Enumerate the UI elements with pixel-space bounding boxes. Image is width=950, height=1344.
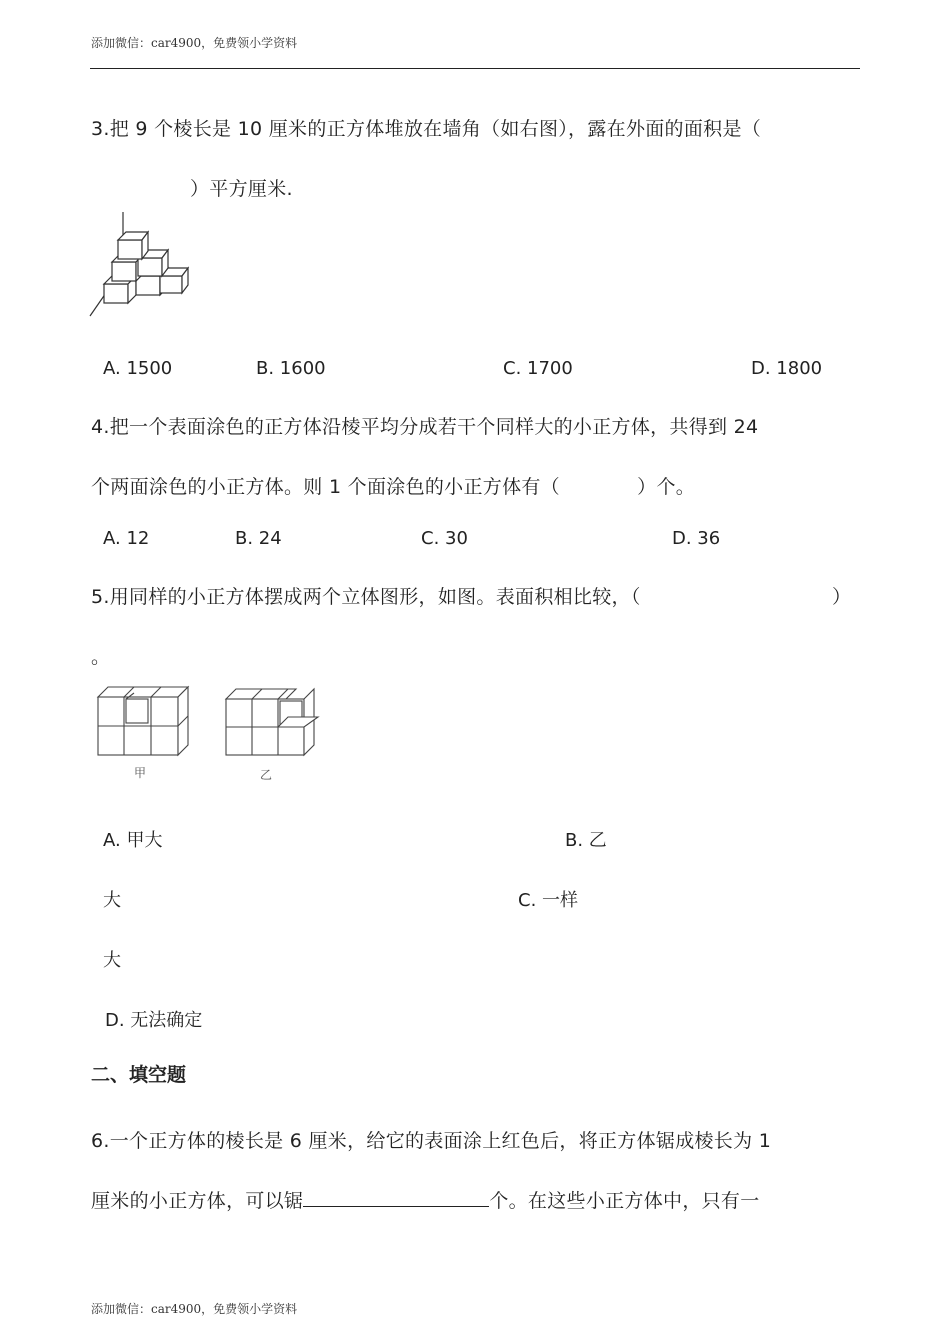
q6-answer-blank: [303, 1188, 489, 1207]
q4-line2: 个两面涂色的小正方体。则 1 个面涂色的小正方体有（ ）个。: [91, 476, 696, 498]
q5-figure-jia: [96, 685, 191, 760]
q5-option-d: D. 无法确定: [105, 1010, 203, 1031]
q3-cube-stack-figure: [88, 212, 198, 322]
q6-line2-end: 个。在这些小正方体中，只有一: [489, 1190, 760, 1212]
q3-line1: 3.把 9 个棱长是 10 厘米的正方体堆放在墙角（如右图），露在外面的面积是（: [91, 118, 762, 140]
q3-option-d: D. 1800: [751, 358, 823, 379]
q5-figure-yi: [224, 685, 322, 760]
q3-option-a: A. 1500: [103, 358, 173, 379]
q3-option-b: B. 1600: [256, 358, 326, 379]
q3-line2: ）平方厘米.: [190, 178, 293, 200]
q3-option-c: C. 1700: [503, 358, 573, 379]
q5-option-b: B. 乙: [565, 830, 607, 851]
q5-line2: 。: [91, 646, 111, 668]
q5-line1-close: ）: [832, 586, 852, 608]
section-title: 二、填空题: [91, 1064, 187, 1086]
q5-option-c: C. 一样: [518, 890, 579, 911]
q6-line2: [91, 1186, 760, 1213]
q6-line2-start: 厘米的小正方体，可以锯: [91, 1190, 304, 1212]
header-rule: [90, 68, 860, 69]
q4-option-c: C. 30: [421, 528, 468, 549]
q4-line1: 4.把一个表面涂色的正方体沿棱平均分成若干个同样大的小正方体，共得到 24: [91, 416, 759, 438]
page-footer: 添加微信：car4900，免费领小学资料: [91, 1302, 298, 1316]
q5-option-b-continued: 大: [103, 890, 121, 911]
q4-option-d: D. 36: [672, 528, 721, 549]
q5-figure-label-jia: 甲: [134, 766, 147, 780]
q5-option-a: A. 甲大: [103, 830, 163, 851]
q4-option-b: B. 24: [235, 528, 282, 549]
q5-option-c-continued: 大: [103, 950, 121, 971]
q5-figure-label-yi: 乙: [260, 768, 273, 782]
page-header: 添加微信：car4900，免费领小学资料: [91, 36, 298, 50]
q4-option-a: A. 12: [103, 528, 150, 549]
q6-line1: 6.一个正方体的棱长是 6 厘米，给它的表面涂上红色后，将正方体锯成棱长为 1: [91, 1130, 772, 1152]
q5-line1: 5.用同样的小正方体摆成两个立体图形，如图。表面积相比较，（: [91, 586, 641, 608]
